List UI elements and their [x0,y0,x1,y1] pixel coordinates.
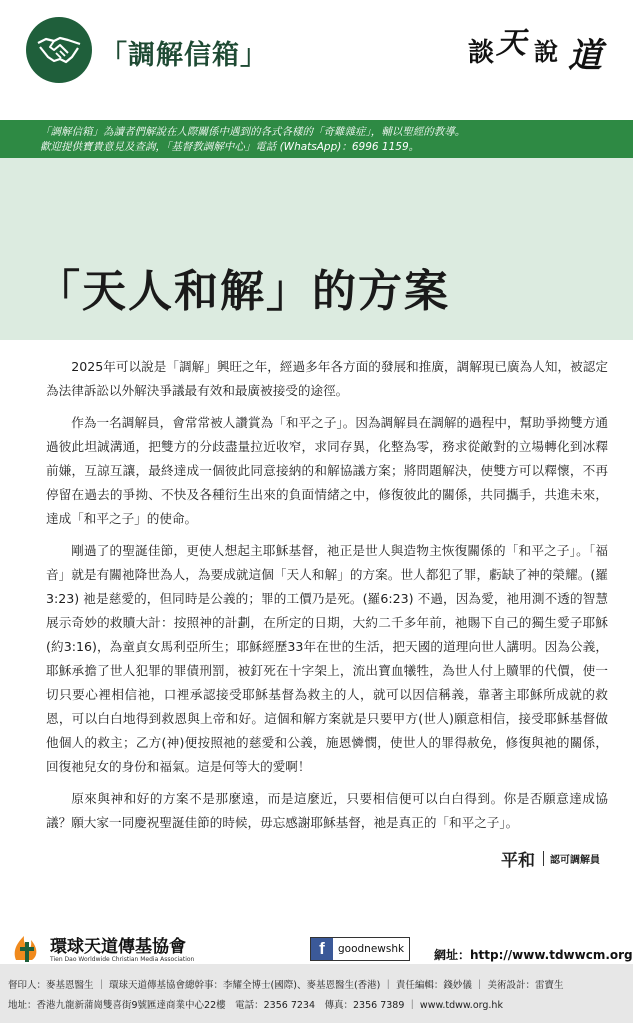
article-paragraph: 剛過了的聖誕佳節，更使人想起主耶穌基督，祂正是世人與造物主恢復關係的「和平之子」。「福音」就是有關祂降世為人，為要成就這個「天人和解」的方案。世人都犯了罪，虧缺了神的榮耀。(羅3:23) 祂是慈愛的，但同時是公義的；罪的工價乃是死。(羅6:23) 不過，因為愛，祂用測不透的智慧展示奇妙的救贖大計：按照神的計劃，在所定的日期，大約二千多年前，祂賜下自己的獨生愛子耶穌(約3:16)，為童貞女馬利亞所生；耶穌經歷33年在世的生活，把天國的道理向世人講明。因為公義，耶穌承擔了世人犯罪的罪債刑罰，被釘死在十字架上，流出寶血犧牲，為世人付上贖罪的代價，使一切只要心裡相信祂，口裡承認接受耶穌基督為救主的人，就可以因信稱義，靠著主耶穌所成就的救恩，可以白白地得到救恩與上帝和好。這個和解方案就是只要甲方(世人)願意相信，接受耶穌基督做他個人的救主；乙方(神)便按照祂的慈愛和公義，施恩憐憫，使世人的罪得赦免，修復與祂的關係，回復祂兒女的身份和福氣。這是何等大的愛啊！ [46,543,608,774]
article-paragraph: 作為一名調解員，會常常被人讚賞為「和平之子」。因為調解員在調解的過程中，幫助爭拗雙方通過彼此坦誠溝通，把雙方的分歧盡量拉近收窄，求同存異，化整為零，務求從敵對的立場轉化到冰釋前嫌，互諒互讓，最終達成一個彼此同意接納的和解協議方案；將問題解決，使雙方可以釋懷，不再停留在過去的爭拗、不快及各種衍生出來的負面情緒之中，修復彼此的關係，共同攜手，共進未來，達成「和平之子」的使命。 [46,415,608,526]
footer-address: 地址：香港九龍新蒲崗雙喜街9號匯達商業中心22樓 電話：2356 7234 傳真：2356 7389 ｜ www.tdww.org.hk [8,1000,503,1011]
footer [0,964,633,1023]
intro-band [0,120,633,158]
brand-char-4: 道 [568,36,602,76]
website-link[interactable]: 網址：http://www.tdwwcm.org [434,948,633,962]
column-title: 「調解信箱」 [100,40,268,71]
organization-name: 環球天道傳基協會 [50,937,186,957]
brand-char-1: 談 [468,38,495,68]
brand-logo [468,18,616,84]
article-paragraph: 2025年可以說是「調解」興旺之年，經過多年各方面的發展和推廣，調解現已廣為人知，被認定為法律訴訟以外解決爭議最有效和最廣被接受的途徑。 [46,359,608,398]
author-role: 認可調解員 [550,855,600,866]
article-body [46,355,608,843]
author-signature [501,846,600,871]
organization-english-name: Tien Dao Worldwide Christian Media Association [50,956,195,963]
facebook-handle: goodnewshk [338,943,405,955]
facebook-link[interactable] [310,937,410,961]
author-name: 平和 [501,851,535,871]
facebook-icon: f [311,938,333,960]
column-logo [26,17,92,83]
signature-divider [543,851,544,866]
intro-line-1: 「調解信箱」為讀者們解說在人際關係中遇到的各式各樣的「奇難雜症」，輔以聖經的教導。 [40,126,466,138]
footer-credits: 督印人：麥基恩醫生 ｜ 環球天道傳基協會總幹事：李耀全博士(國際)、麥基恩醫生(香港) ｜ 責任編輯：錢妙儀 ｜ 美術設計：雷寶生 [8,980,564,991]
article-paragraph: 原來與神和好的方案不是那麼遠，而是這麼近，只要相信便可以白白得到。你是否願意達成協議？願大家一同慶祝聖誕佳節的時候，毋忘感謝耶穌基督，祂是真正的「和平之子」。 [46,791,608,830]
article-headline: 「天人和解」的方案 [36,266,450,317]
handshake-icon [36,35,82,65]
brand-char-2: 天 [496,26,526,61]
flame-cross-logo-icon [10,930,44,964]
brand-char-3: 說 [534,37,558,66]
organization-logo [10,930,210,966]
intro-line-2: 歡迎提供寶貴意見及查詢，「基督教調解中心」電話 (WhatsApp)：6996 1159。 [40,141,420,153]
